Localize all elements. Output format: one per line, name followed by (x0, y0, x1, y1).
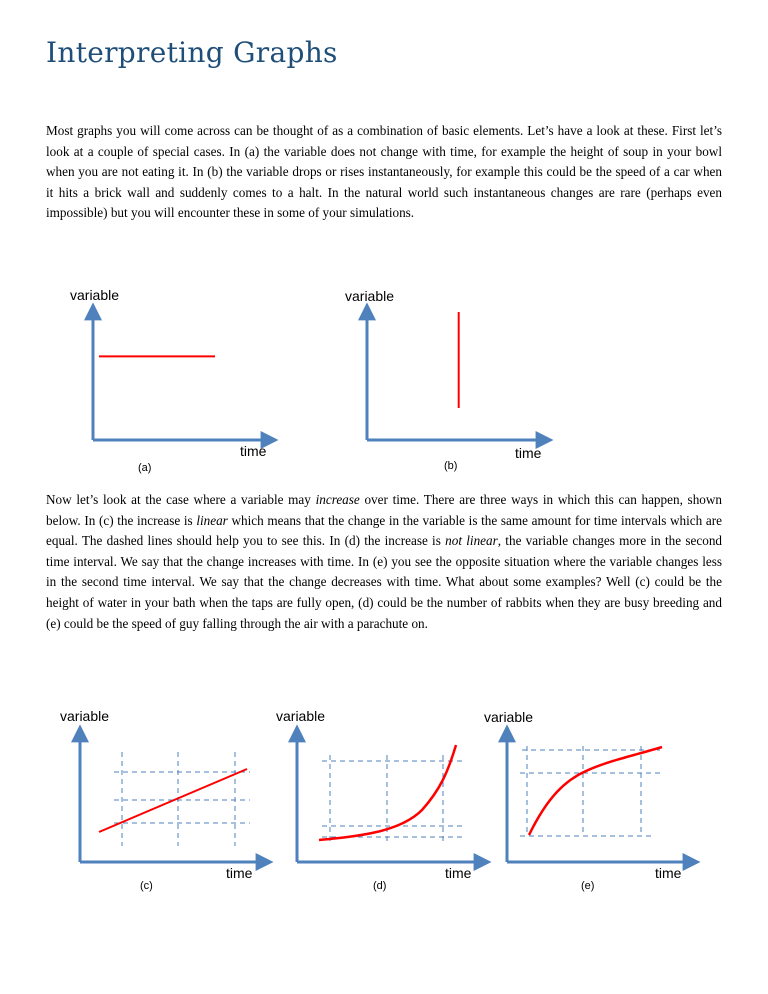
chart-b-ylabel: variable (345, 288, 395, 304)
chart-e-caption: (e) (581, 880, 595, 892)
increase-paragraph-run: over time. There are three ways in which this can happen, shown below. In (c) the increase is (46, 492, 722, 528)
chart-a-xlabel: time (240, 443, 267, 459)
chart-e-gridlines (520, 746, 660, 836)
chart-c (60, 708, 270, 892)
increase-paragraph (46, 490, 722, 634)
chart-b-caption: (b) (444, 460, 458, 472)
chart-a-ylabel: variable (70, 287, 120, 303)
chart-a-caption: (a) (138, 462, 152, 474)
figure-special-cases (0, 280, 768, 480)
intro-paragraph-run: Most graphs you will come across can be thought of as a combination of basic elements. Let’s have a look at these. First let’s look at a couple of special cases. In (a) the variable does not change with time, for example the height of soup in your bowl when you are not eating it. In (b) the variable drops or rises instantaneously, for example this could be the speed of a car when it hits a brick wall and suddenly comes to a halt. In the natural world such instantaneous changes are rare (perhaps even impossible) but you will encounter these in some of your simulations. (46, 123, 722, 221)
page-title: Interpreting Graphs (46, 36, 338, 69)
chart-c-caption: (c) (140, 880, 153, 892)
increase-paragraph-run: increase (315, 492, 360, 507)
chart-b-xlabel: time (515, 445, 542, 461)
chart-e-ylabel: variable (484, 709, 534, 725)
increase-paragraph-run: linear (196, 512, 228, 528)
chart-e-curve (529, 747, 662, 835)
increase-paragraph-run: , the variable changes more in the second time interval. We say that the change increases with time. In (e) you see the opposite situation where the variable changes less in the second time interval. We say that the change decreases with time. What about some examples? Well (c) could be the height of water in your bath when the taps are fully open, (d) could be the number of rabbits when they are busy breeding and (e) could be the speed of guy falling through the air with a parachute on. (46, 533, 723, 631)
chart-c-ylabel: variable (60, 708, 110, 724)
chart-c-gridlines (114, 752, 250, 846)
chart-b (345, 288, 550, 472)
chart-e (484, 709, 697, 892)
chart-c-xlabel: time (226, 865, 253, 881)
increase-paragraph-run: not linear (445, 533, 498, 549)
increase-paragraph-run: Now let’s look at the case where a variable may (46, 492, 316, 507)
increase-paragraph-run: which means that the change in the variable is the same amount for time intervals which are equal. The dashed lines should help you to see this. In (d) the increase is (46, 512, 723, 549)
chart-e-xlabel: time (655, 865, 682, 881)
chart-d (276, 708, 488, 892)
chart-d-ylabel: variable (276, 708, 326, 724)
chart-d-gridlines (322, 755, 465, 845)
figure-increases (0, 700, 768, 900)
chart-d-xlabel: time (445, 865, 472, 881)
intro-paragraph (46, 121, 722, 224)
chart-a (70, 287, 275, 474)
chart-d-caption: (d) (373, 880, 387, 892)
